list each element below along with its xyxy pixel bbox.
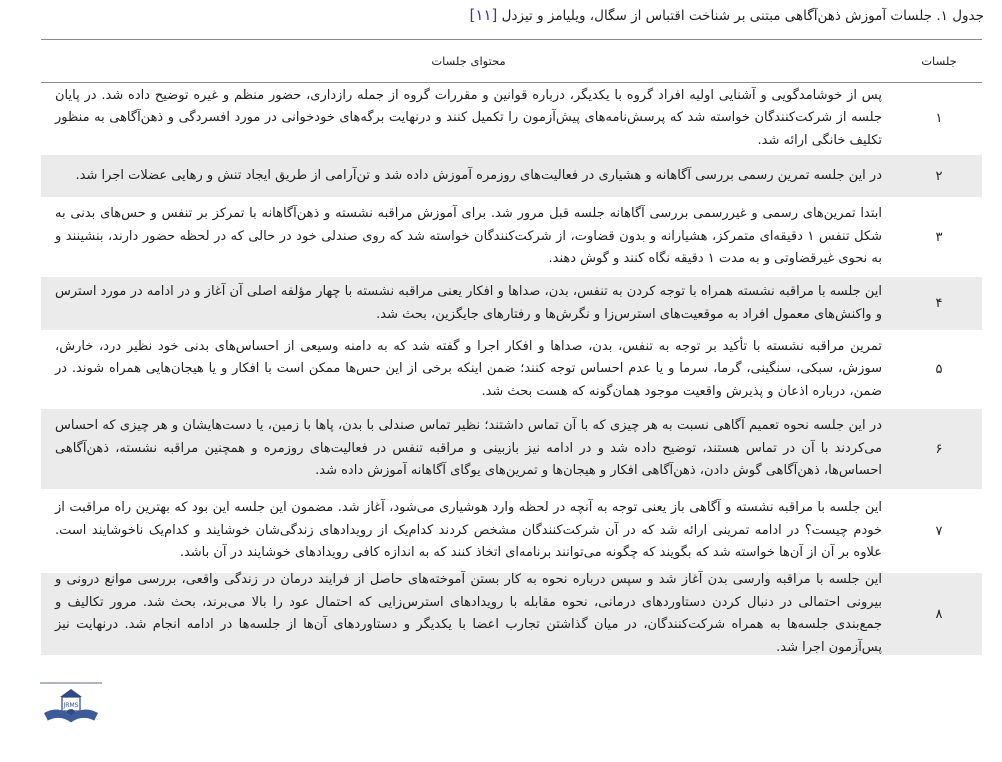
session-number: ۱ [935,111,943,126]
table-row [41,83,982,155]
citation-link[interactable]: [۱۱] [469,6,498,24]
session-number: ۳ [935,229,943,245]
sessions-table [41,39,982,656]
session-number: ۵ [935,362,943,377]
caption-text: جدول ۱. جلسات آموزش ذهن‌آگاهی مبتنی بر شناخت اقتباس از سگال، ویلیامز و تیزدل [501,8,984,24]
logo-emblem-icon [38,681,104,729]
session-number: ۷ [935,523,943,539]
table-row [41,490,982,573]
table-caption [40,6,984,25]
table-row [41,573,982,656]
logo-text: JRMS [63,702,79,709]
session-content: ابتدا تمرین‌های رسمی و غیررسمی بررسی آگاهانه جلسه قبل مرور شد. برای آموزش مراقبه نشسته و ذهن‌آگاهانه با تمرکز بر تنفس و حس‌های بدنی به شکل تنفس ۱ دقیقه‌ای متمرکز، هشیارانه و بدون قضاوت، از شرکت‌کنندگان خواسته شد که روی صندلی خود در حالی که در لحظه حضور دارند، بنشینند و به نحوی غیرقضاوتی و به مدت ۱ دقیقه نگاه کنند و گوش دهند. [55,206,882,267]
table-header [41,40,982,83]
header-content: محتوای جلسات [431,54,506,68]
table-row [41,277,982,331]
session-content: در این جلسه تمرین رسمی بررسی آگاهانه و هشیاری در فعالیت‌های روزمره آموزش داده شد و تن‌آرامی از طریق ایجاد تنش و رهایی عضلات اجرا شد. [75,167,882,183]
session-content: در این جلسه نحوه تعمیم آگاهی نسبت به هر چیزی که با آن تماس داشتند؛ نظیر تماس صندلی با بدن، پاها با زمین، یا دست‌هایشان و هر چیزی که احساس می‌کردند با آن در تماس هستند، توضیح داده شد و در ادامه نیز بازبینی و مراقبه تنفس در فعالیت‌های روزمره و همچنین مراقبه نشسته، ذهن‌آگاهی احساس‌ها، ذهن‌آگاهی گوش دادن، ذهن‌آگاهی افکار و هیجان‌ها و تمرین‌های یوگای آگاهانه آموزش داده شد. [55,418,882,479]
session-number: ۸ [935,606,943,622]
session-content: این جلسه با مراقبه نشسته و آگاهی باز یعنی توجه به آنچه در لحظه وارد هوشیاری می‌شود، آغاز شد. مضمون این جلسه این بود که بهترین راه مراقبت از خودم چیست؟ در ادامه تمرینی ارائه شد که در آن شرکت‌کنندگان مشخص کردند کدام‌یک از رویدادهای زندگی‌شان خوشایند و کدام‌یک ناخوشایند است. علاوه بر آن از آن‌ها خواسته شد که بگویند که چگونه می‌توانند برنامه‌ای اتخاذ کنند که به اندازه کافی رویدادهای خوشایند در آن باشد. [55,500,882,561]
table-row [41,155,982,198]
table-row [41,198,982,277]
journal-logo [38,681,104,729]
session-number: ۶ [935,441,943,457]
session-content: پس از خوشامدگویی و آشنایی اولیه افراد گروه با یکدیگر، درباره قوانین و مقررات گروه از جمله رازداری، حضور منظم و غیره توضیح داده شد. در پایان جلسه از شرکت‌کنندگان خواسته شد که پرسش‌نامه‌های پیش‌آزمون را تکمیل کنند و درنهایت برگه‌های خودخوانی در مورد افسردگی و ذهن‌آگاهی به منظور تکلیف خانگی ارائه شد. [55,87,882,148]
table-row [41,331,982,409]
session-content: تمرین مراقبه نشسته با تأکید بر توجه به تنفس، بدن، صداها و افکار اجرا و گفته شد که به دامنه وسیعی از احساس‌های بدنی خود نظیر درد، خارش، سوزش، سبکی، سنگینی، گرما، سرما و یا عدم احساس توجه کنند؛ ضمن اینکه برخی از این حس‌ها ممکن است با افکار و یا هیجان‌هایی همراه شوند. در ضمن، درباره اذعان و پذیرش واقعیت موجود همان‌گونه که هست بحث شد. [55,338,882,399]
session-number: ۴ [935,296,943,311]
table-row [41,409,982,490]
session-content: این جلسه با مراقبه وارسی بدن آغاز شد و سپس درباره نحوه به کار بستن آموخته‌های حاصل از فرایند درمان در زندگی واقعی، بررسی موانع درونی و بیرونی احتمالی در دنبال کردن دستاوردهای درمانی، نحوه مقابله با رویدادهای استرس‌زایی که احتمال عود را بالا می‌برند، بحث شد. مرور تکالیف و جمع‌بندی جلسه‌ها به همراه شرکت‌کنندگان، در میان گذاشتن تجارب اعضا با یکدیگر و دستاوردهای آن‌ها از جلسه‌ها در ادامه انجام شد. درنهایت نیز پس‌آزمون اجرا شد. [55,572,882,655]
session-content: این جلسه با مراقبه نشسته همراه با توجه کردن به تنفس، بدن، صداها و افکار یعنی مراقبه نشسته با چهار مؤلفه اصلی آن آغاز و در ادامه در مورد استرس و واکنش‌های معمول افراد به موقعیت‌های استرس‌زا و نگرش‌ها و رفتارهای جایگزین، بحث شد. [55,284,882,322]
header-session: جلسات [921,54,957,68]
session-number: ۲ [935,168,943,184]
